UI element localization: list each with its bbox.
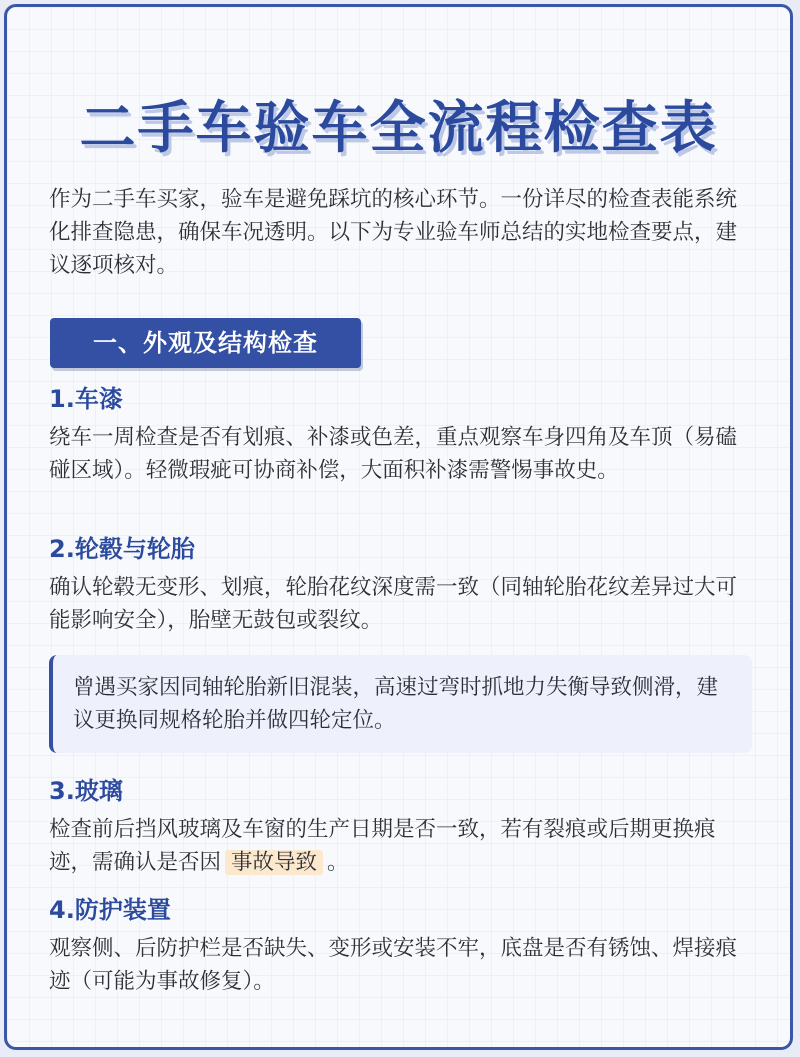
page-title: 二手车验车全流程检查表 xyxy=(79,96,718,161)
glass-text-before: 检查前后挡风玻璃及车窗的生产日期是否一致，若有裂痕或后期更换痕迹，需确认是否因 xyxy=(49,817,716,875)
item-title-glass: 3.玻璃 xyxy=(49,777,123,805)
callout-note xyxy=(49,655,752,753)
intro-paragraph: 作为二手车买家，验车是避免踩坑的核心环节。一份详尽的检查表能系统化排查隐患，确保车况透明。以下为专业验车师总结的实地检查要点，建议逐项核对。 xyxy=(49,187,738,278)
glass-text-after: 。 xyxy=(327,850,349,875)
item-body-protection: 观察侧、后防护栏是否缺失、变形或安装不牢，底盘是否有锈蚀、焊接痕迹（可能为事故修复）。 xyxy=(49,936,738,994)
checklist-card xyxy=(4,4,793,1050)
item-body-glass xyxy=(49,813,749,879)
item-title-paint: 1.车漆 xyxy=(49,385,123,413)
section-header-exterior: 一、外观及结构检查 xyxy=(50,318,361,368)
item-title-wheels: 2.轮毂与轮胎 xyxy=(49,535,195,563)
item-body-wheels: 确认轮毂无变形、划痕，轮胎花纹深度需一致（同轴轮胎花纹差异过大可能影响安全），胎壁无鼓包或裂纹。 xyxy=(49,575,738,633)
item-body-paint: 绕车一周检查是否有划痕、补漆或色差，重点观察车身四角及车顶（易磕碰区域）。轻微瑕疵可协商补偿，大面积补漆需警惕事故史。 xyxy=(49,425,738,483)
callout-text: 曾遇买家因同轴轮胎新旧混装，高速过弯时抓地力失衡导致侧滑，建议更换同规格轮胎并做四轮定位。 xyxy=(73,675,719,733)
highlight-accident: 事故导致 xyxy=(225,850,323,875)
item-title-protection: 4.防护装置 xyxy=(49,896,171,924)
